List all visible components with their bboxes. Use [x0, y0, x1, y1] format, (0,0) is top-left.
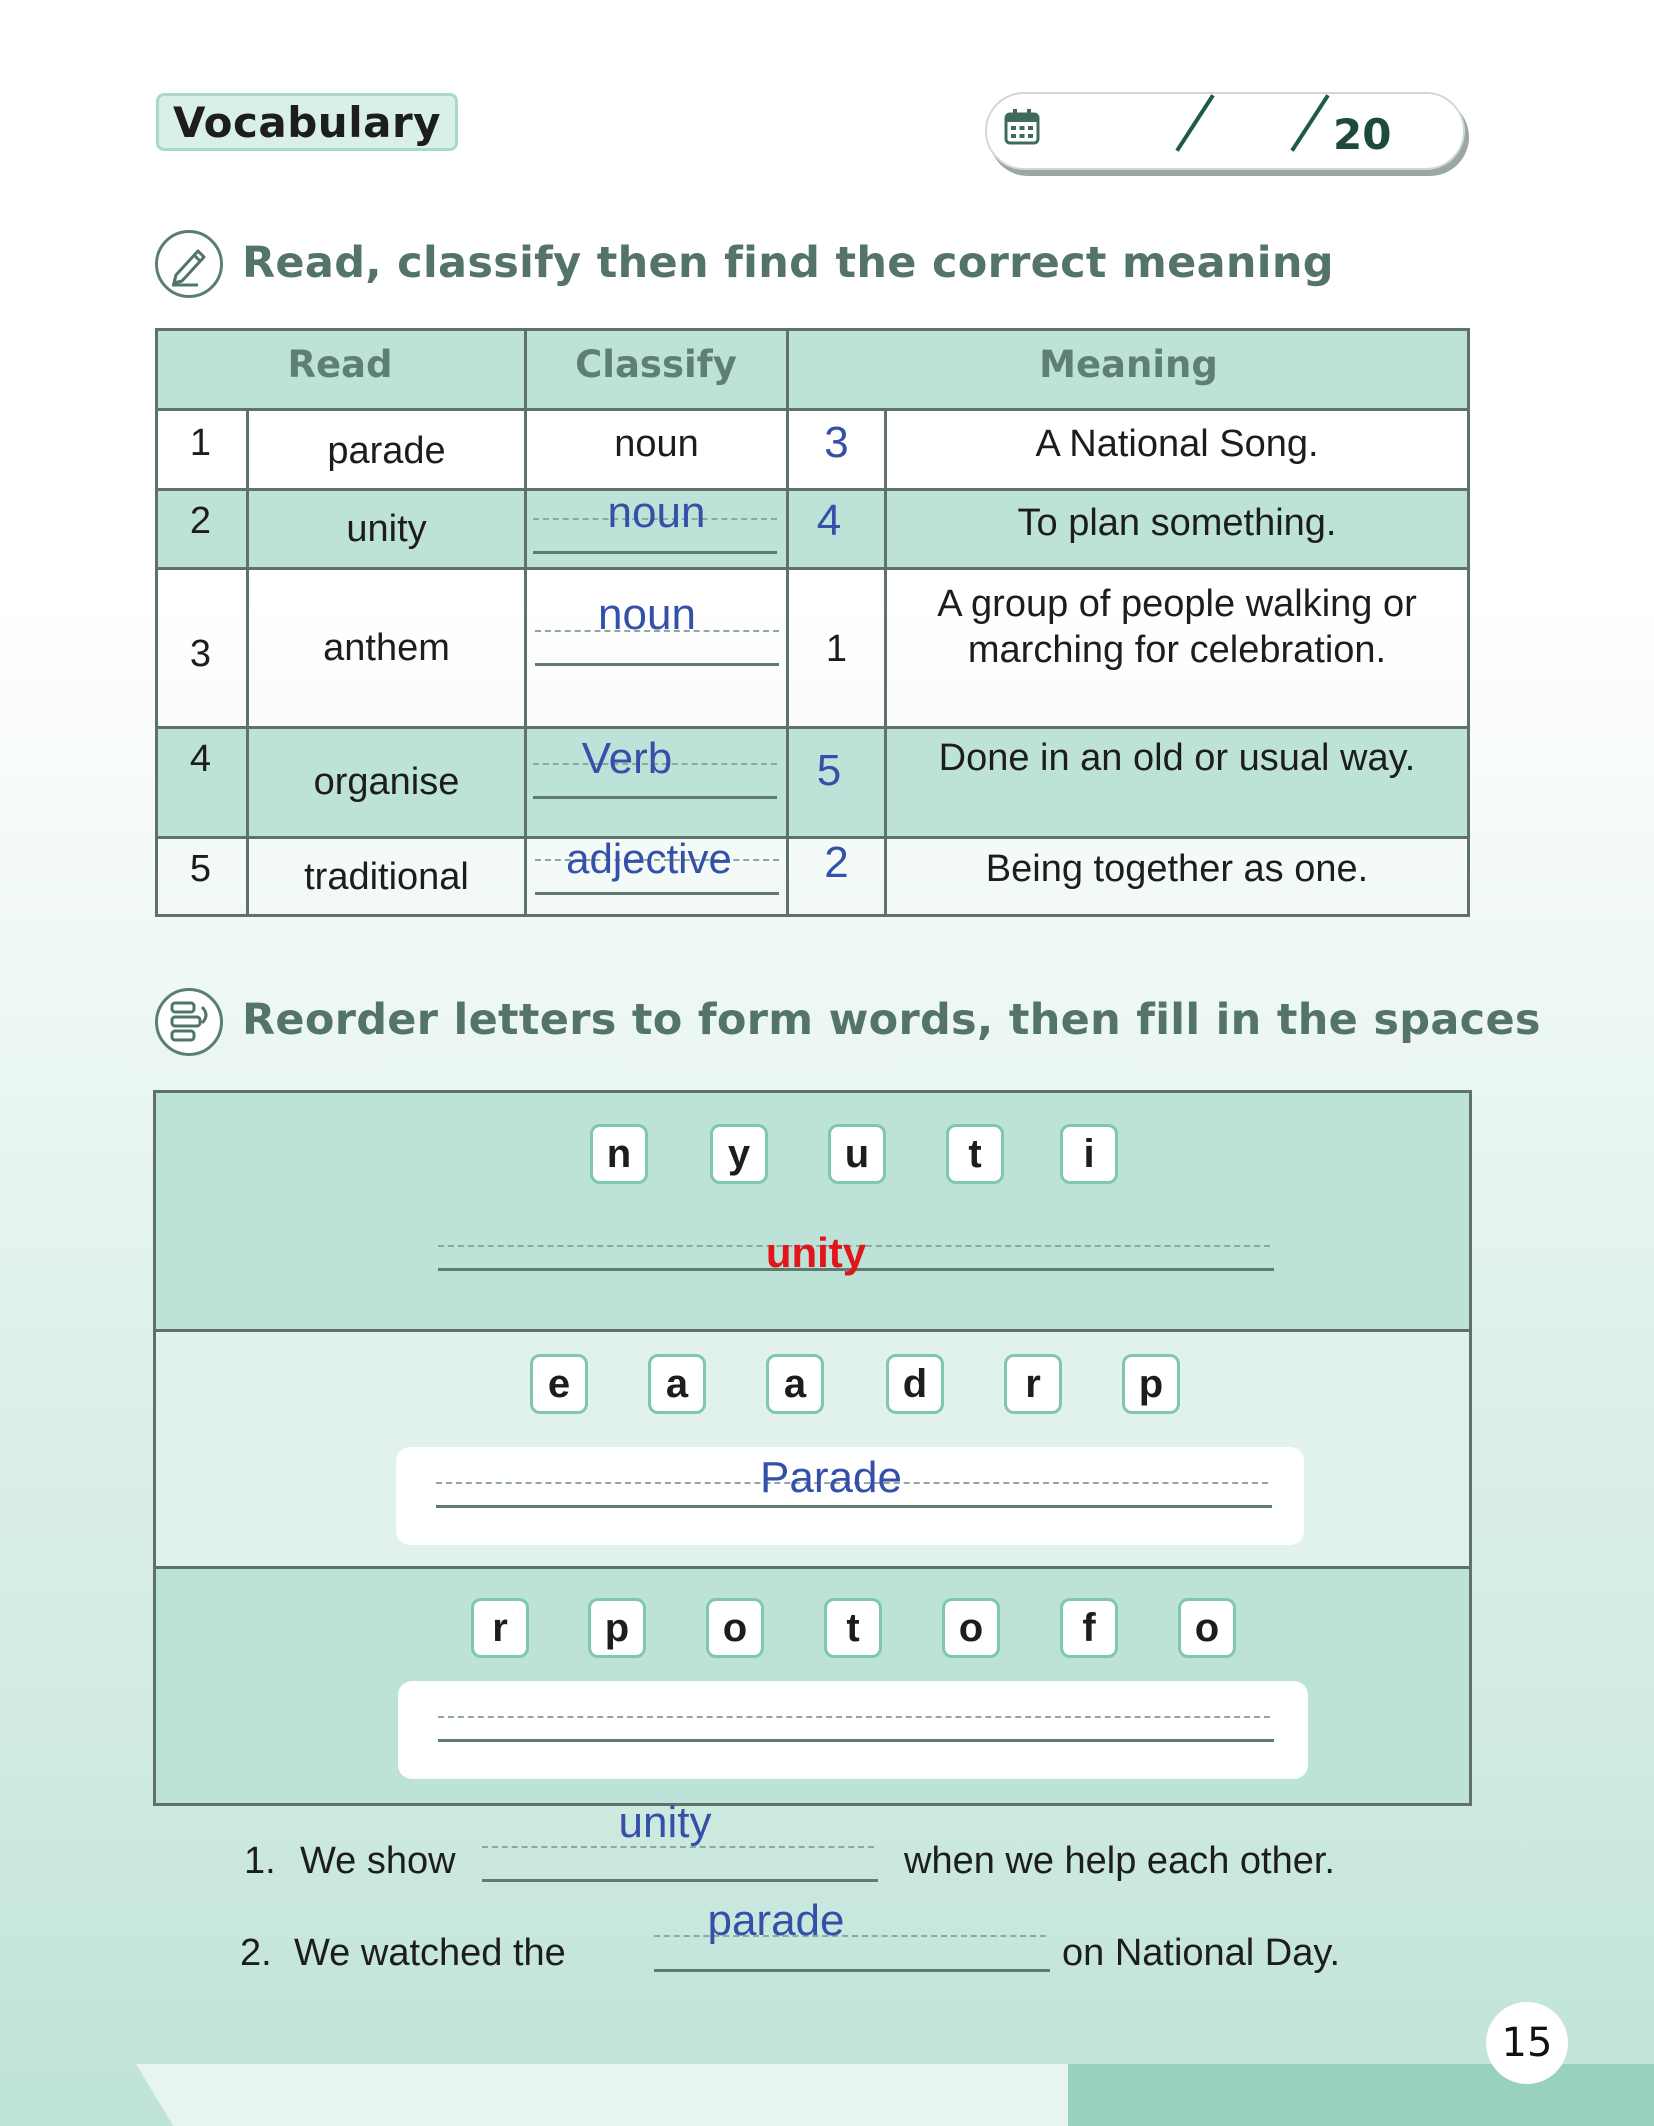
letter-tile[interactable]: o — [706, 1598, 764, 1658]
footer-band-light — [136, 2064, 1068, 2126]
sentence-number: 1. — [244, 1840, 276, 1882]
word-class-answer[interactable]: Verb — [581, 734, 673, 783]
meaning-text: Done in an old or usual way. — [938, 737, 1416, 779]
letter-tile[interactable]: a — [648, 1354, 706, 1414]
letter-tile[interactable]: o — [942, 1598, 1000, 1658]
reorder-box — [153, 1090, 1472, 1806]
letter-tile[interactable]: n — [590, 1124, 648, 1184]
word-class: noun — [614, 423, 699, 465]
letter-tile[interactable]: r — [1004, 1354, 1062, 1414]
row-number: 2 — [189, 500, 212, 542]
letter-tile[interactable]: y — [710, 1124, 768, 1184]
sentence-number: 2. — [240, 1932, 272, 1974]
footer-band-dark — [1068, 2064, 1654, 2126]
blank-answer[interactable]: unity — [618, 1798, 712, 1847]
word-class-answer[interactable]: noun — [607, 488, 706, 537]
letter-tile[interactable]: d — [886, 1354, 944, 1414]
reorder-answer[interactable]: unity — [765, 1229, 867, 1276]
row-number: 3 — [189, 633, 212, 675]
vocab-word: anthem — [323, 627, 450, 669]
letter-tile[interactable]: a — [766, 1354, 824, 1414]
letter-tile[interactable]: i — [1060, 1124, 1118, 1184]
match-answer[interactable]: 5 — [816, 746, 842, 795]
letter-tile[interactable]: t — [824, 1598, 882, 1658]
word-class-answer[interactable]: noun — [598, 590, 696, 639]
sentence-text: We watched the — [294, 1932, 566, 1974]
letter-tile[interactable]: p — [1122, 1354, 1180, 1414]
vocab-word: organise — [313, 761, 460, 803]
column-header-classify: Classify — [575, 343, 737, 386]
letter-tile[interactable]: p — [588, 1598, 646, 1658]
row-number: 5 — [189, 848, 212, 890]
word-class-answer[interactable]: adjective — [566, 835, 732, 882]
meaning-text: To plan something. — [1017, 502, 1337, 544]
column-header-meaning: Meaning — [1039, 343, 1218, 386]
section-title-reorder: Reorder letters to form words, then fill in the spaces — [242, 995, 1541, 1045]
meaning-text: A National Song. — [1035, 423, 1319, 465]
page-number: 15 — [1486, 2002, 1568, 2084]
vocab-word: unity — [346, 508, 427, 550]
section-title-classify: Read, classify then find the correct meaning — [242, 238, 1334, 288]
pencil-icon — [155, 230, 223, 298]
letter-tile[interactable]: o — [1178, 1598, 1236, 1658]
blank-answer[interactable]: parade — [707, 1896, 845, 1945]
match-answer[interactable]: 4 — [816, 496, 842, 545]
vocabulary-table — [155, 328, 1470, 917]
date-year: 20 — [1333, 110, 1392, 159]
meaning-text: Being together as one. — [985, 848, 1369, 890]
reorder-icon — [155, 988, 223, 1056]
vocabulary-tag: Vocabulary — [156, 93, 458, 151]
vocab-word: parade — [327, 430, 446, 472]
row-number: 4 — [189, 738, 212, 780]
sentence-text: when we help each other. — [904, 1840, 1335, 1882]
date-field[interactable] — [985, 92, 1465, 170]
row-number: 1 — [189, 422, 212, 464]
meaning-text: A group of people walking or marching for celebration. — [937, 583, 1417, 671]
letter-tile[interactable]: t — [946, 1124, 1004, 1184]
sentence-text: We show — [300, 1840, 456, 1882]
sentence-text: on National Day. — [1062, 1932, 1341, 1974]
match-answer[interactable]: 3 — [824, 418, 849, 467]
match-answer[interactable]: 2 — [824, 838, 849, 887]
match-answer[interactable]: 1 — [825, 628, 848, 670]
letter-tile[interactable]: f — [1060, 1598, 1118, 1658]
reorder-answer[interactable]: Parade — [760, 1453, 902, 1502]
column-header-read: Read — [287, 343, 393, 386]
vocab-word: traditional — [304, 856, 469, 898]
calendar-icon — [1003, 108, 1041, 146]
letter-tile[interactable]: r — [471, 1598, 529, 1658]
letter-tile[interactable]: u — [828, 1124, 886, 1184]
letter-tile[interactable]: e — [530, 1354, 588, 1414]
